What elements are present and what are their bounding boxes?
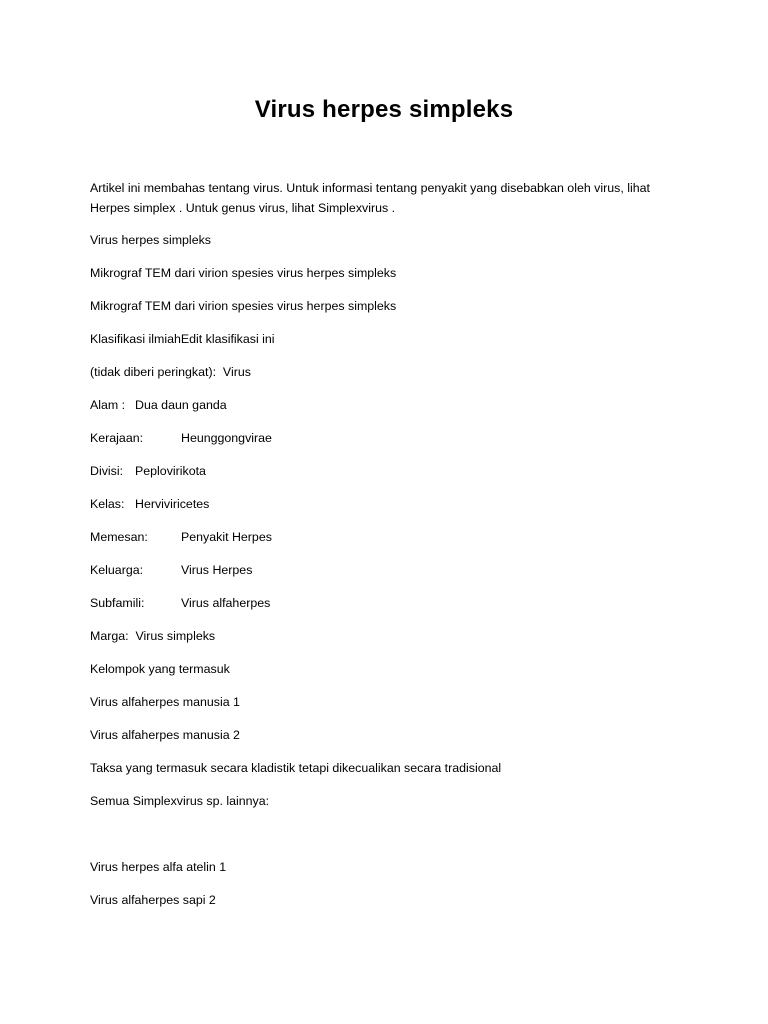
- taxon-row-unranked: [90, 362, 680, 382]
- infobox-title: Virus herpes simpleks: [90, 233, 211, 247]
- taxon-label: Memesan:: [90, 530, 148, 544]
- classification-heading: Klasifikasi ilmiahEdit klasifikasi ini: [90, 332, 275, 346]
- taxon-label: Subfamili:: [90, 596, 145, 610]
- taxon-row-order: [90, 527, 680, 547]
- taxon-row-family: [90, 560, 680, 580]
- intro-paragraph: Artikel ini membahas tentang virus. Untuk informasi tentang penyakit yang disebabkan oleh virus, lihat Herpes simplex . Untuk genus virus, lihat Simplexvirus .: [90, 181, 650, 215]
- taxon-label: Marga:: [90, 629, 129, 643]
- taxon-value: Penyakit Herpes: [181, 530, 272, 544]
- taxon-row-class: [90, 494, 680, 514]
- blank-line: [90, 824, 680, 844]
- included-item-1: Virus alfaherpes manusia 1: [90, 695, 240, 709]
- other-item-2: Virus alfaherpes sapi 2: [90, 893, 216, 907]
- document-body: [90, 178, 680, 923]
- taxon-row-realm: [90, 395, 680, 415]
- taxon-row-subfamily: [90, 593, 680, 613]
- taxon-value: Dua daun ganda: [135, 398, 227, 412]
- taxon-row-kingdom: [90, 428, 680, 448]
- taxon-value: Virus: [222, 365, 251, 379]
- taxon-label: Divisi:: [90, 464, 124, 478]
- included-groups-heading: Kelompok yang termasuk: [90, 662, 230, 676]
- taxon-label: Keluarga:: [90, 563, 144, 577]
- taxon-value: Virus simpleks: [135, 629, 216, 643]
- taxon-label: Kelas:: [90, 497, 125, 511]
- taxon-label: (tidak diberi peringkat):: [90, 365, 217, 379]
- taxon-value: Herviviricetes: [135, 497, 210, 511]
- micrograph-caption-1: Mikrograf TEM dari virion spesies virus herpes simpleks: [90, 266, 397, 280]
- taxon-value: Virus Herpes: [181, 563, 253, 577]
- taxon-row-genus: [90, 626, 680, 646]
- taxon-label: Alam :: [90, 398, 126, 412]
- others-heading: Semua Simplexvirus sp. lainnya:: [90, 794, 270, 808]
- taxon-value: Peplovirikota: [135, 464, 206, 478]
- taxon-label: Kerajaan:: [90, 431, 144, 445]
- taxon-value: Heunggongvirae: [181, 431, 272, 445]
- micrograph-caption-2: Mikrograf TEM dari virion spesies virus herpes simpleks: [90, 299, 397, 313]
- cladistic-note: Taksa yang termasuk secara kladistik tetapi dikecualikan secara tradisional: [90, 761, 502, 775]
- other-item-1: Virus herpes alfa atelin 1: [90, 860, 227, 874]
- document-title: Virus herpes simpleks: [254, 96, 514, 123]
- taxon-value: Virus alfaherpes: [181, 596, 271, 610]
- taxon-row-phylum: [90, 461, 680, 481]
- included-item-2: Virus alfaherpes manusia 2: [90, 728, 240, 742]
